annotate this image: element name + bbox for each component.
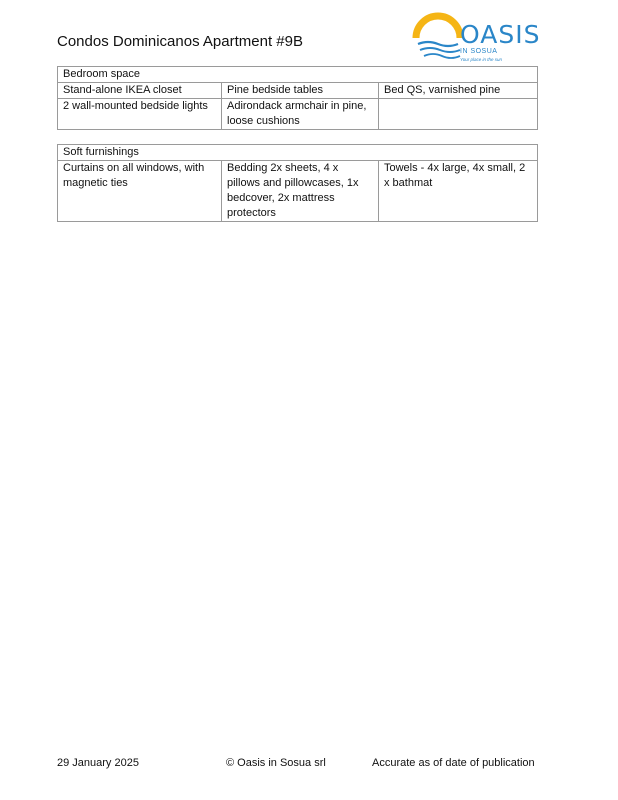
- logo-subtitle: IN SOSUA: [460, 48, 498, 55]
- table-cell: [379, 99, 538, 130]
- table-cell: Bedding 2x sheets, 4 x pillows and pillowcases, 1x bedcover, 2x mattress protectors: [222, 161, 379, 222]
- table-row: [58, 83, 538, 99]
- table-cell: Adirondack armchair in pine, loose cushions: [222, 99, 379, 130]
- footer-note: Accurate as of date of publication: [372, 757, 535, 769]
- logo-wordmark: OASIS: [460, 20, 541, 49]
- table-row: [58, 161, 538, 222]
- company-logo: [412, 12, 541, 66]
- table-cell: Stand-alone IKEA closet: [58, 83, 222, 99]
- logo-tagline: Your place in the sun: [460, 57, 503, 62]
- footer-copyright: © Oasis in Sosua srl: [226, 757, 326, 769]
- soft-furnishings-table: [57, 144, 538, 222]
- section-heading: Bedroom space: [58, 67, 538, 83]
- bedroom-space-table: [57, 66, 538, 130]
- table-cell: Towels - 4x large, 4x small, 2 x bathmat: [379, 161, 538, 222]
- table-cell: 2 wall-mounted bedside lights: [58, 99, 222, 130]
- table-cell: Pine bedside tables: [222, 83, 379, 99]
- table-cell: Bed QS, varnished pine: [379, 83, 538, 99]
- table-row: [58, 99, 538, 130]
- footer-date: 29 January 2025: [57, 757, 139, 769]
- page-title: Condos Dominicanos Apartment #9B: [57, 33, 303, 50]
- section-heading: Soft furnishings: [58, 145, 538, 161]
- table-cell: Curtains on all windows, with magnetic ties: [58, 161, 222, 222]
